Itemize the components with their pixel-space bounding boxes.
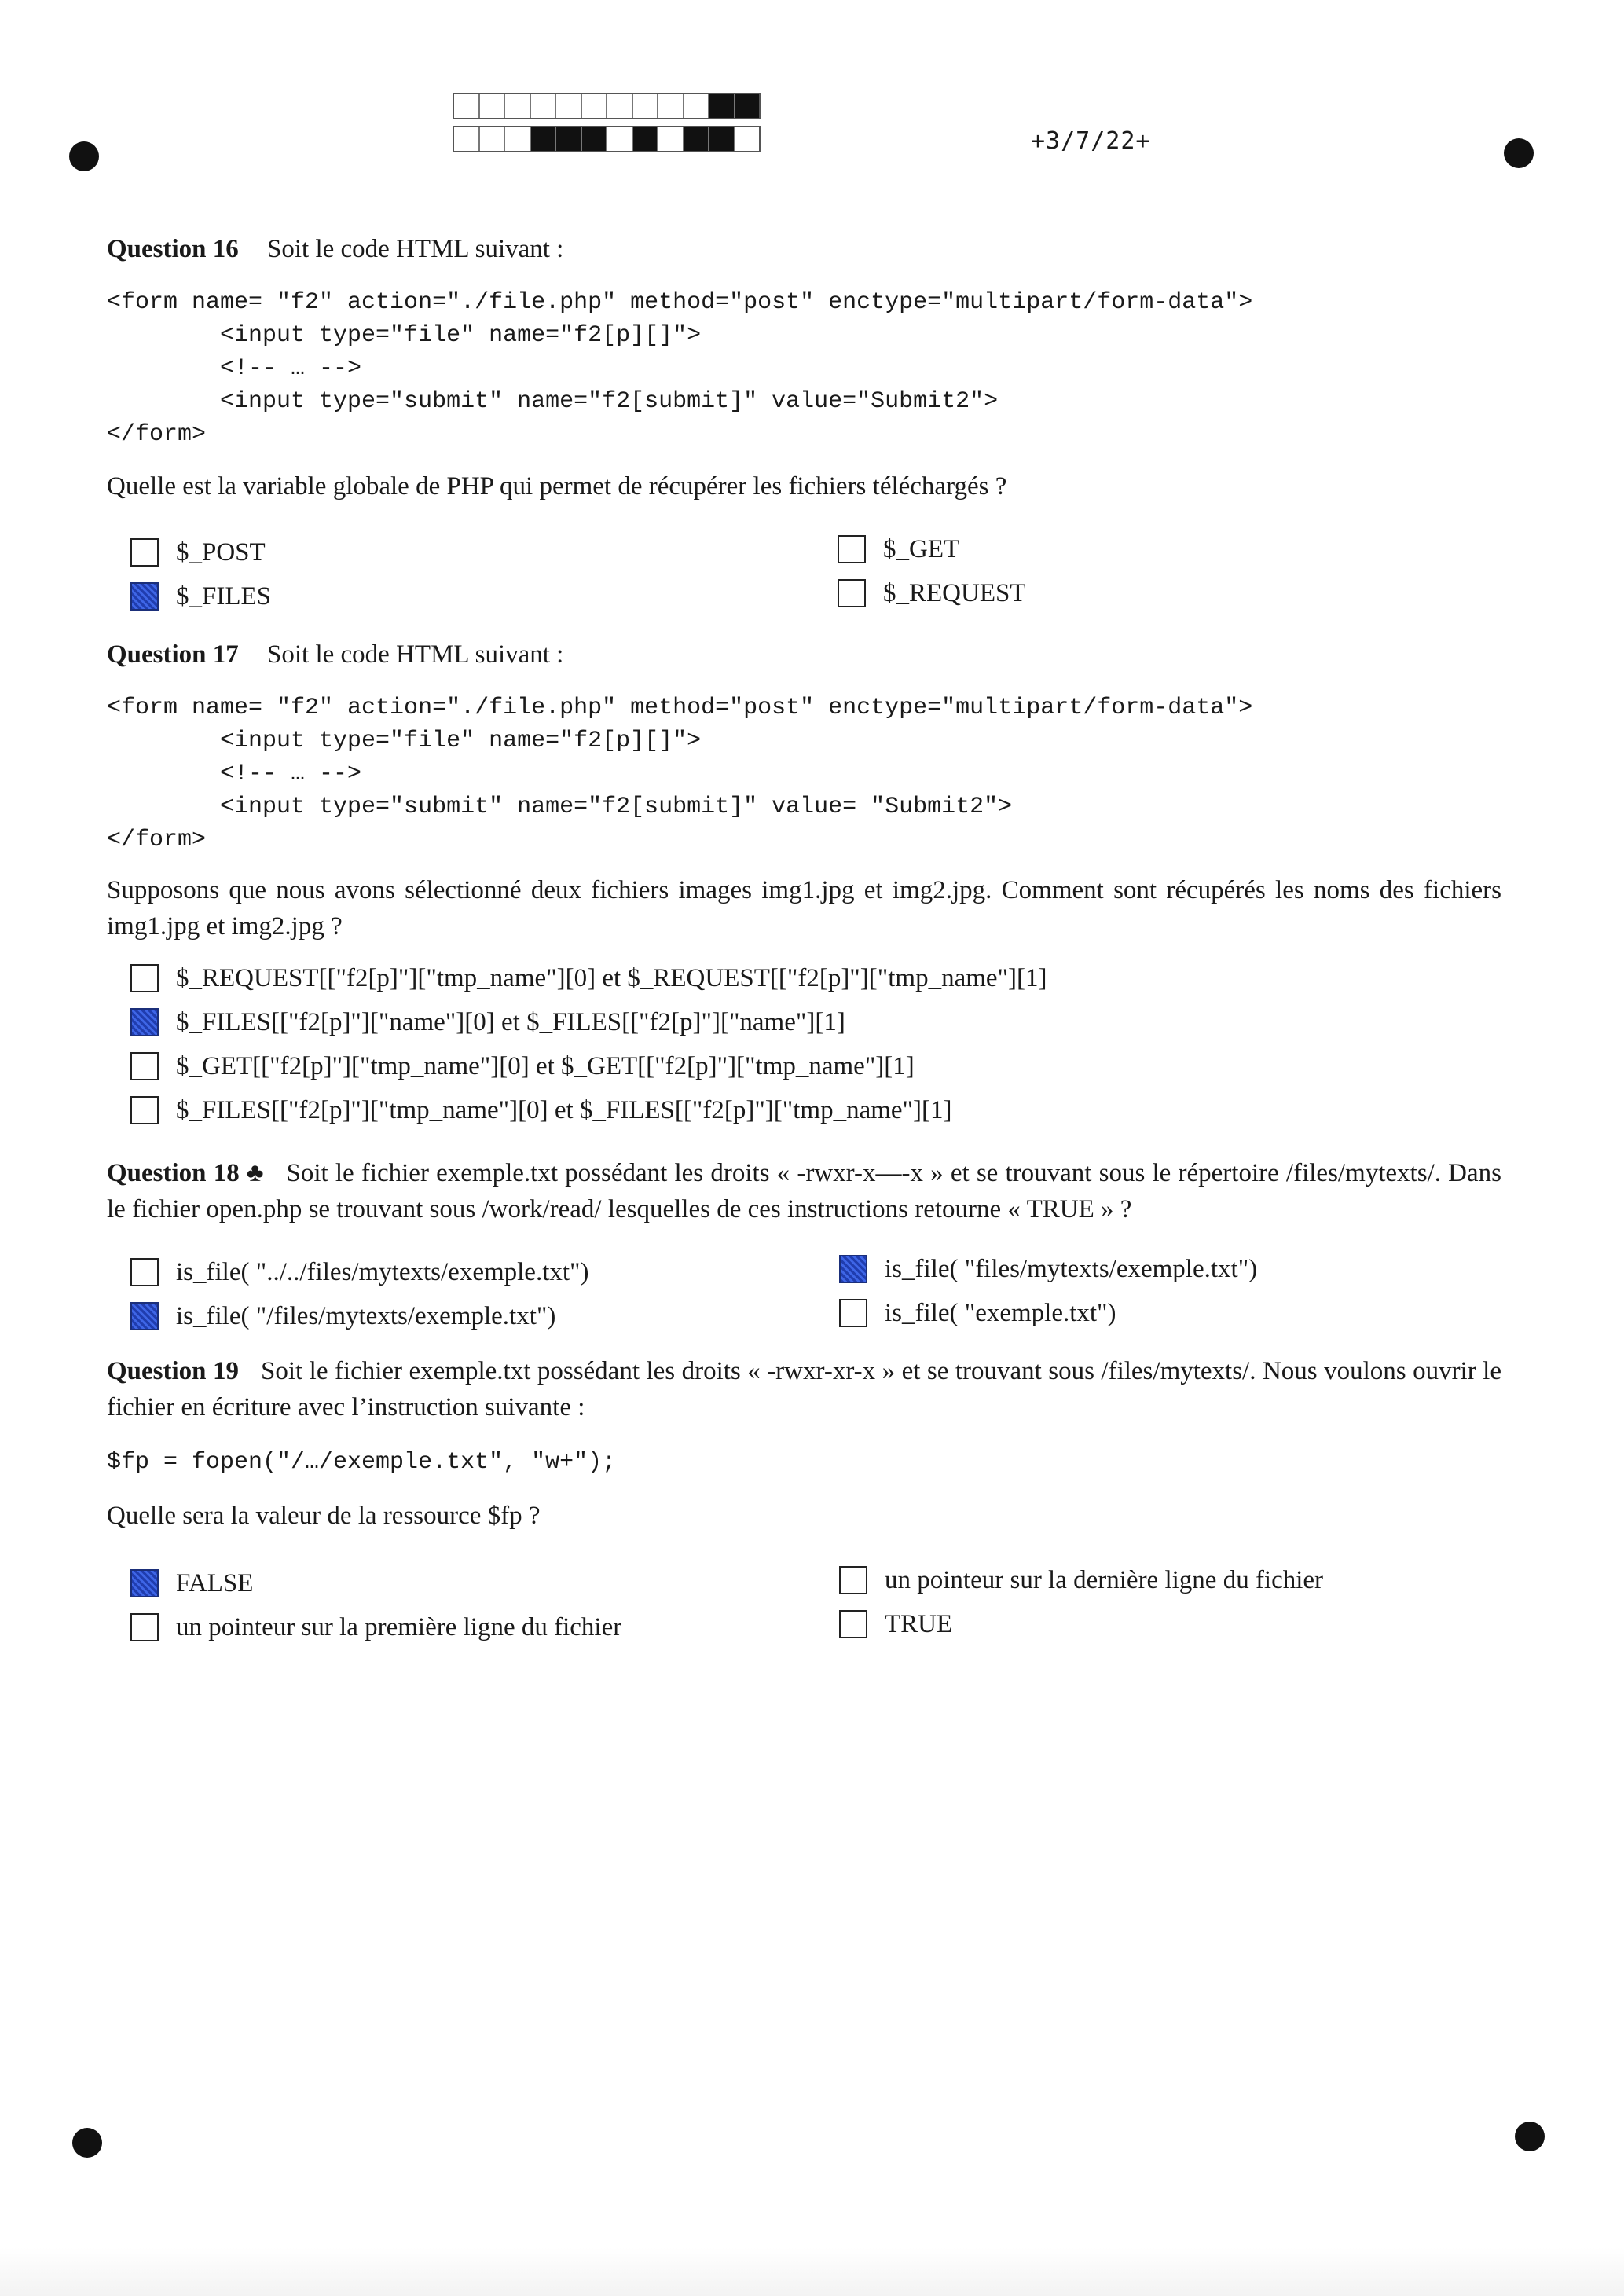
- answer-label: un pointeur sur la dernière ligne du fichier: [885, 1565, 1324, 1594]
- question-text: Soit le fichier exemple.txt possédant les droits « -rwxr-xr-x » et se trouvant sous /files/mytexts/. Nous voulons ouvrir le fichier en écriture avec l’instruction suivante :: [107, 1357, 1501, 1421]
- answer-option[interactable]: [839, 1562, 1323, 1598]
- answer-option[interactable]: [839, 1606, 952, 1642]
- question-17-title: [107, 636, 563, 673]
- answer-checkbox[interactable]: [130, 1302, 159, 1330]
- answer-checkbox[interactable]: [130, 1569, 159, 1597]
- answer-label: is_file( "files/mytexts/exemple.txt"): [885, 1254, 1258, 1283]
- answer-label: $_FILES: [176, 581, 272, 611]
- question-prompt: Quelle sera la valeur de la ressource $fp ?: [107, 1502, 541, 1530]
- answer-checkbox[interactable]: [130, 1613, 159, 1641]
- code-line: <input type="submit" name="f2[submit]" value= "Submit2">: [107, 794, 1013, 820]
- question-16-title: [107, 231, 563, 267]
- answer-checkbox[interactable]: [838, 535, 866, 563]
- question-label: Question 18 ♣: [107, 1159, 265, 1187]
- code-line: <form name= "f2" action="./file.php" method="post" enctype="multipart/form-data">: [107, 695, 1253, 721]
- answer-option[interactable]: [130, 1004, 845, 1040]
- answer-checkbox[interactable]: [839, 1255, 867, 1283]
- answer-option[interactable]: [130, 1092, 952, 1128]
- question-prompt: Quelle est la variable globale de PHP qui permet de récupérer les fichiers téléchargés ?: [107, 472, 1007, 501]
- code-line: <input type="file" name="f2[p][]">: [107, 728, 702, 754]
- answer-option[interactable]: [130, 1298, 555, 1334]
- code-line: <input type="submit" name="f2[submit]" value="Submit2">: [107, 388, 999, 415]
- answer-label: $_FILES[["f2[p]"]["tmp_name"][0] et $_FILES[["f2[p]"]["tmp_name"][1]: [176, 1095, 952, 1124]
- code-line: <!-- … -->: [107, 761, 362, 787]
- answer-option[interactable]: [130, 960, 1047, 996]
- answer-label: $_GET: [883, 534, 960, 563]
- code-line: <input type="file" name="f2[p][]">: [107, 322, 702, 349]
- code-line: $fp = fopen("/…/exemple.txt", "w+");: [107, 1449, 617, 1476]
- scan-edge-shadow: [0, 2247, 1624, 2296]
- answer-option[interactable]: [839, 1251, 1257, 1287]
- id-barcode-bottom: [453, 126, 761, 152]
- question-text: Soit le code HTML suivant :: [267, 640, 564, 669]
- answer-option[interactable]: [130, 534, 266, 570]
- code-line: </form>: [107, 421, 207, 448]
- answer-label: FALSE: [176, 1568, 254, 1597]
- question-18-title: [107, 1155, 1501, 1227]
- answer-label: $_FILES[["f2[p]"]["name"][0] et $_FILES[["f2[p]"]["name"][1]: [176, 1007, 845, 1036]
- answer-label: is_file( "../../files/mytexts/exemple.txt"): [176, 1257, 589, 1286]
- corner-mark-bottom-right: [1515, 2122, 1545, 2151]
- answer-label: TRUE: [885, 1609, 953, 1638]
- answer-checkbox[interactable]: [130, 582, 159, 611]
- corner-mark-top-left: [69, 141, 99, 171]
- answer-label: $_REQUEST[["f2[p]"]["tmp_name"][0] et $_REQUEST[["f2[p]"]["tmp_name"][1]: [176, 963, 1047, 992]
- answer-option[interactable]: [838, 575, 1026, 611]
- question-label: Question 16: [107, 235, 239, 263]
- answer-checkbox[interactable]: [130, 538, 159, 567]
- answer-option[interactable]: [130, 1565, 253, 1601]
- answer-checkbox[interactable]: [839, 1566, 867, 1594]
- answer-label: $_REQUEST: [883, 578, 1026, 607]
- answer-checkbox[interactable]: [130, 964, 159, 992]
- answer-checkbox[interactable]: [130, 1096, 159, 1124]
- answer-label: un pointeur sur la première ligne du fichier: [176, 1612, 622, 1641]
- question-prompt: Supposons que nous avons sélectionné deux fichiers images img1.jpg et img2.jpg. Comment sont récupérés les noms des fichiers img1.jpg et img2.jpg ?: [107, 876, 1501, 941]
- answer-label: $_POST: [176, 537, 266, 567]
- answer-label: is_file( "exemple.txt"): [885, 1298, 1116, 1327]
- code-line: </form>: [107, 827, 207, 853]
- answer-checkbox[interactable]: [130, 1052, 159, 1080]
- answer-checkbox[interactable]: [839, 1610, 867, 1638]
- question-label: Question 19: [107, 1357, 239, 1385]
- corner-mark-top-right: [1504, 138, 1534, 168]
- answer-option[interactable]: [130, 1048, 915, 1084]
- answer-option[interactable]: [838, 531, 959, 567]
- question-text: Soit le fichier exemple.txt possédant les droits « -rwxr-x—-x » et se trouvant sous le répertoire /files/mytexts/. Dans le fichier open.php se trouvant sous /work/read/ lesquelles de ces instructions retourne « TRUE » ?: [107, 1159, 1501, 1223]
- answer-option[interactable]: [130, 578, 271, 614]
- corner-mark-bottom-left: [72, 2128, 102, 2158]
- question-text: Soit le code HTML suivant :: [267, 235, 564, 263]
- answer-option[interactable]: [130, 1609, 621, 1645]
- answer-option[interactable]: [130, 1254, 589, 1290]
- code-line: <!-- … -->: [107, 355, 362, 382]
- id-barcode-top: [453, 93, 761, 119]
- answer-checkbox[interactable]: [839, 1299, 867, 1327]
- question-label: Question 17: [107, 640, 239, 669]
- answer-checkbox[interactable]: [130, 1008, 159, 1036]
- answer-option[interactable]: [839, 1295, 1116, 1331]
- answer-label: is_file( "/files/mytexts/exemple.txt"): [176, 1301, 556, 1330]
- answer-checkbox[interactable]: [130, 1258, 159, 1286]
- code-line: <form name= "f2" action="./file.php" method="post" enctype="multipart/form-data">: [107, 289, 1253, 316]
- page-id: +3/7/22+: [1031, 127, 1151, 155]
- answer-label: $_GET[["f2[p]"]["tmp_name"][0] et $_GET[["f2[p]"]["tmp_name"][1]: [176, 1051, 915, 1080]
- question-19-title: [107, 1353, 1501, 1425]
- answer-checkbox[interactable]: [838, 579, 866, 607]
